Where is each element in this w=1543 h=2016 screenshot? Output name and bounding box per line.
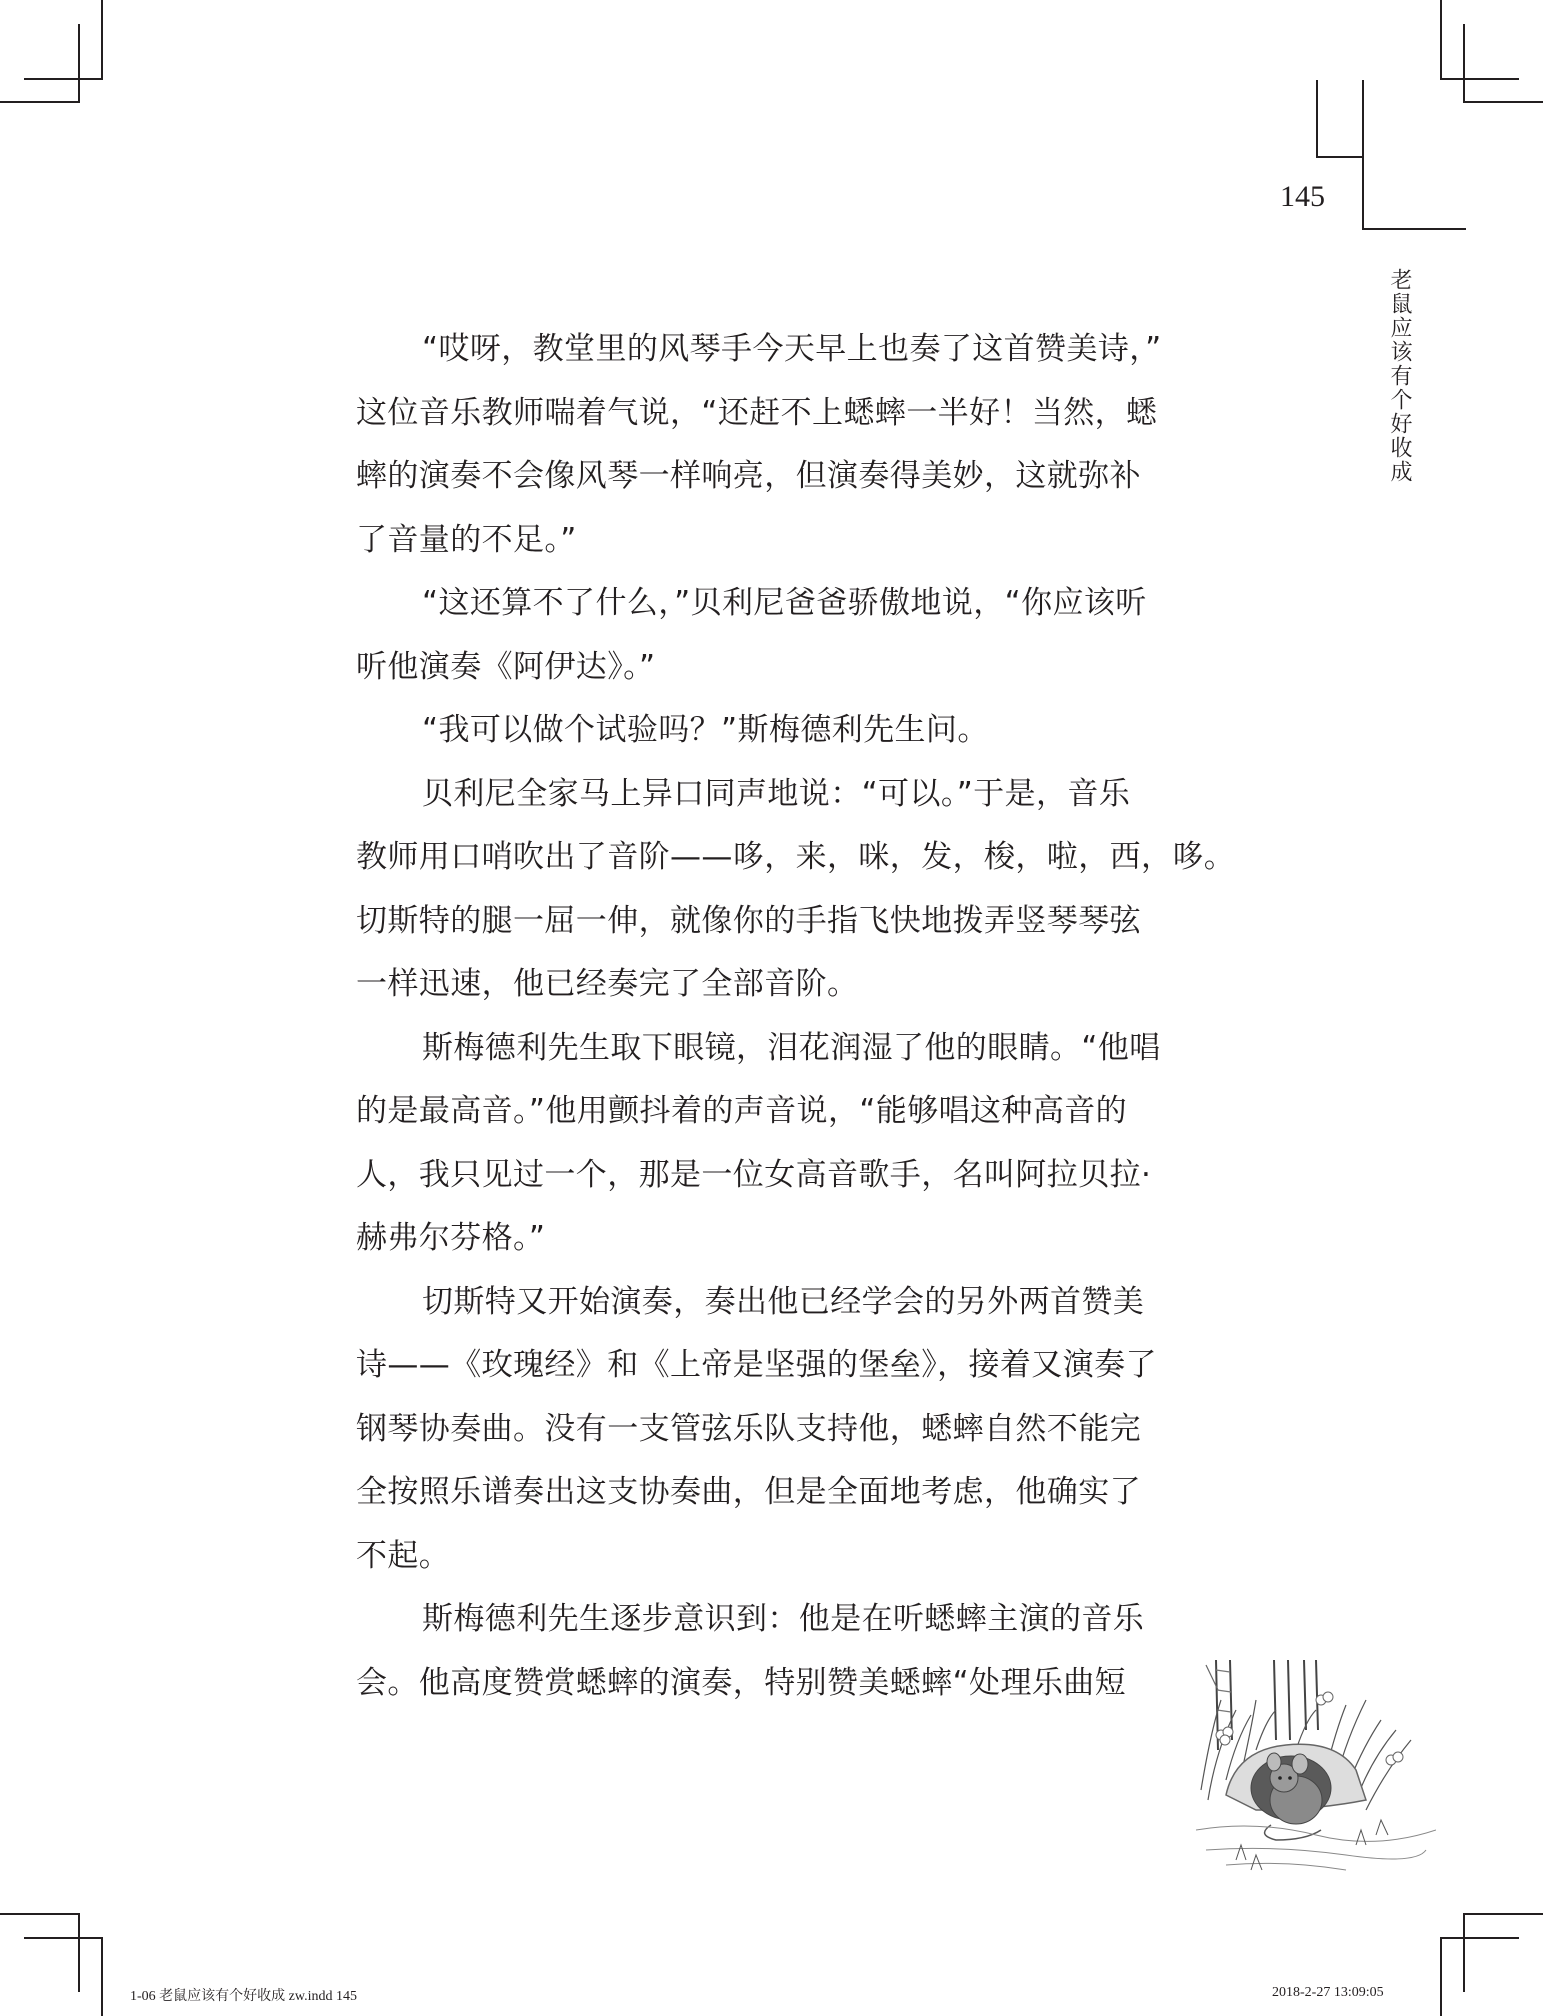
crop-line [1463,1913,1543,1915]
text-line: 一样迅速，他已经奏完了全部音阶。 [356,966,859,1002]
crop-line [101,1937,103,2016]
crop-line [24,78,103,80]
text-line: 的是最高音。”他用颤抖着的声音说，“能够唱这种高音的 [356,1093,1128,1129]
text-line: “这还算不了什么，”贝利尼爸爸骄傲地说，“你应该听 [422,585,1147,621]
text-line: 钢琴协奏曲。没有一支管弦乐队支持他，蟋蟀自然不能完 [356,1410,1141,1447]
mouse-illustration [1196,1660,1436,1880]
text-line: 这位音乐教师喘着气说，“还赶不上蟋蟀一半好！当然，蟋 [356,394,1158,431]
crop-line [1440,1937,1519,1939]
crop-line [0,1913,80,1915]
paragraph [356,763,1236,1017]
bracket-line [1362,80,1364,230]
text-line: 切斯特又开始演奏，奏出他已经学会的另外两首赞美 [422,1283,1145,1320]
text-line: 赫弗尔芬格。” [356,1220,546,1256]
page-number: 145 [1280,180,1325,213]
crop-line [78,1913,80,1992]
text-line: 蟀的演奏不会像风琴一样响亮，但演奏得美妙，这就弥补 [356,458,1141,494]
body-text [356,318,1236,1715]
crop-line [24,1937,103,1939]
crop-line [1463,101,1543,103]
paragraph [356,318,1216,572]
footer-timestamp: 2018-2-27 13:09:05 [1272,1985,1384,2000]
crop-line [78,24,80,103]
paragraph [356,1017,1216,1271]
paragraph [356,1588,1216,1715]
footer-file-info: 1-06 老鼠应该有个好收成 zw.indd 145 [130,1989,357,2004]
bracket-line [1316,80,1318,158]
crop-line [1440,1937,1442,2016]
text-line: 贝利尼全家马上异口同声地说：“可以。”于是，音乐 [422,775,1131,812]
crop-line [1440,78,1519,80]
text-line: “我可以做个试验吗？”斯梅德利先生问。 [422,712,989,748]
text-line: 了音量的不足。” [356,521,577,558]
text-line: 教师用口哨吹出了音阶——哆，来，咪，发，梭，啦，西，哆。 [356,839,1236,875]
paragraph [356,1271,1216,1589]
text-line: 听他演奏《阿伊达》。” [356,648,656,685]
paragraph [356,572,1216,699]
paragraph [356,699,1216,763]
text-line: 斯梅德利先生取下眼镜，泪花润湿了他的眼睛。“他唱 [422,1029,1161,1066]
text-line: “哎呀，教堂里的风琴手今天早上也奏了这首赞美诗，” [422,331,1162,367]
text-line: 全按照乐谱奏出这支协奏曲，但是全面地考虑，他确实了 [356,1474,1141,1510]
crop-line [0,101,80,103]
crop-line [1463,24,1465,103]
text-line: 会。他高度赞赏蟋蟀的演奏，特别赞美蟋蟀“处理乐曲短 [356,1664,1127,1701]
bracket-line [1316,156,1364,158]
bracket-line [1362,228,1466,230]
text-line: 诗——《玫瑰经》和《上帝是坚强的堡垒》，接着又演奏了 [356,1347,1157,1383]
crop-line [1463,1913,1465,1992]
text-line: 切斯特的腿一屈一伸，就像你的手指飞快地拨弄竖琴琴弦 [356,902,1141,939]
crop-line [101,0,103,79]
crop-line [1440,0,1442,79]
text-line: 人，我只见过一个，那是一位女高音歌手，名叫阿拉贝拉· [356,1156,1152,1193]
running-title: 老鼠应该有个好收成 [1387,268,1412,484]
text-line: 斯梅德利先生逐步意识到：他是在听蟋蟀主演的音乐 [422,1601,1145,1637]
text-line: 不起。 [356,1537,451,1574]
